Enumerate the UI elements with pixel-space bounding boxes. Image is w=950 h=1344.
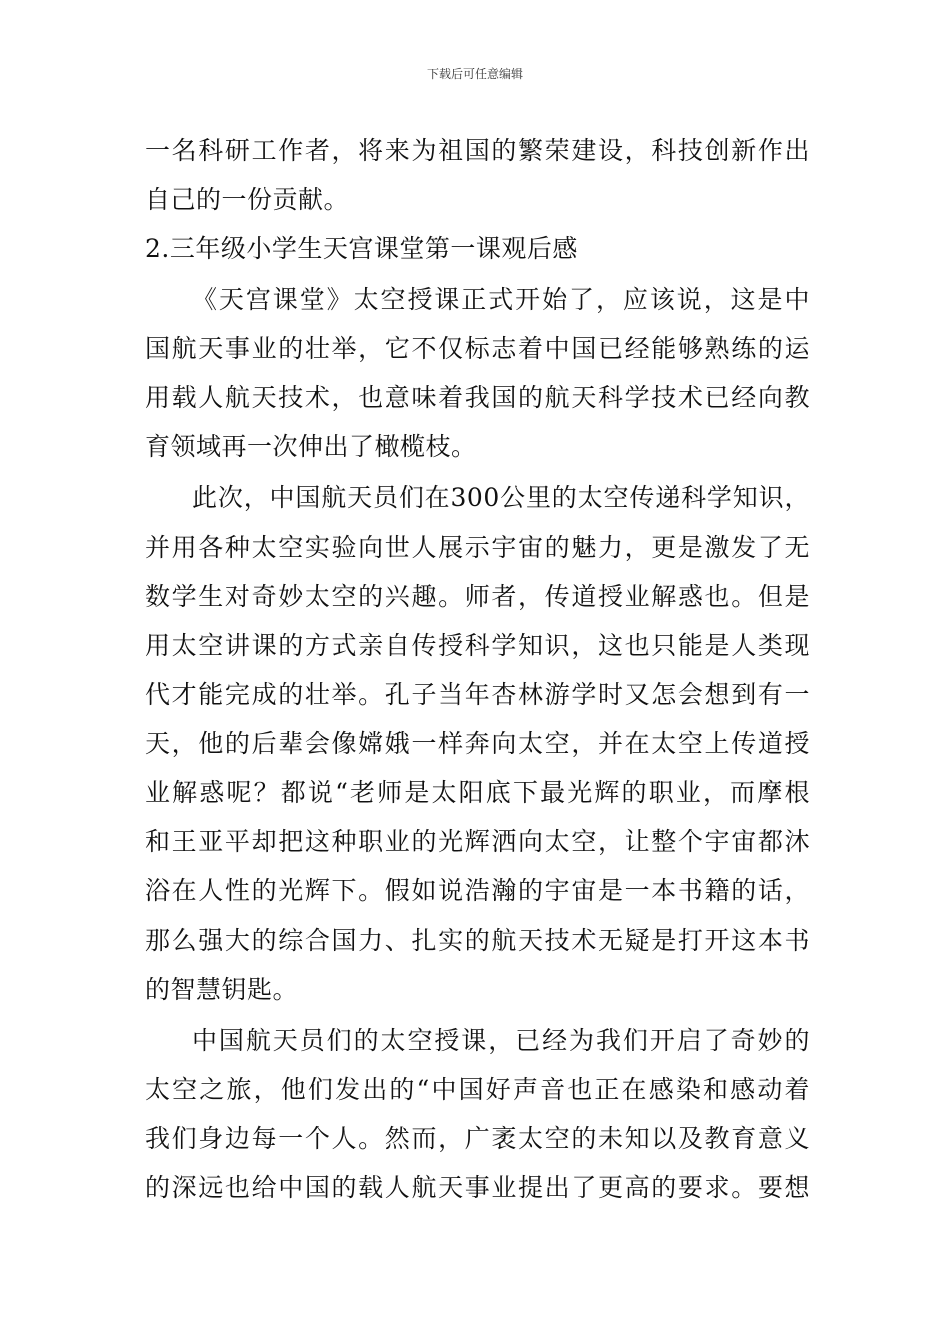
- text-line: 《天宫课堂》太空授课正式开始了，应该说，这是中: [192, 285, 810, 314]
- text-line: 和王亚平却把这种职业的光辉洒向太空，让整个宇宙都沐: [145, 827, 810, 856]
- text-line: 太空之旅，他们发出的“中国好声音也正在感染和感动着: [145, 1075, 810, 1104]
- text-line: 并用各种太空实验向世人展示宇宙的魅力，更是激发了无: [145, 533, 810, 562]
- text-line: 代才能完成的壮举。孔子当年杏林游学时又怎会想到有一: [145, 680, 810, 709]
- text-line: 用太空讲课的方式亲自传授科学知识，这也只能是人类现: [145, 631, 810, 660]
- text-line: 数学生对奇妙太空的兴趣。师者，传道授业解惑也。但是: [145, 582, 810, 611]
- text-line: 自己的一份贡献。: [145, 185, 350, 214]
- text-line: 用载人航天技术，也意味着我国的航天科学技术已经向教: [145, 383, 810, 412]
- text-line: 的深远也给中国的载人航天事业提出了更高的要求。要想: [145, 1173, 810, 1202]
- text-line: 我们身边每一个人。然而，广袤太空的未知以及教育意义: [145, 1124, 810, 1153]
- text-line: 业解惑呢？都说“老师是太阳底下最光辉的职业，而摩根: [145, 778, 810, 807]
- text-line: 天，他的后辈会像嫦娥一样奔向太空，并在太空上传道授: [145, 729, 810, 758]
- page-header: 下载后可任意编辑: [426, 67, 523, 81]
- text-line: 此次，中国航天员们在300公里的太空传递科学知识，: [192, 483, 810, 512]
- text-line: 那么强大的综合国力、扎实的航天技术无疑是打开这本书: [145, 926, 810, 955]
- text-line: 育领域再一次伸出了橄榄枝。: [145, 432, 477, 461]
- section-heading: 2.三年级小学生天宫课堂第一课观后感: [145, 234, 578, 263]
- text-line: 一名科研工作者，将来为祖国的繁荣建设，科技创新作出: [145, 136, 810, 165]
- text-line: 浴在人性的光辉下。假如说浩瀚的宇宙是一本书籍的话，: [145, 876, 810, 905]
- text-line: 中国航天员们的太空授课，已经为我们开启了奇妙的: [192, 1026, 810, 1055]
- text-line: 国航天事业的壮举，它不仅标志着中国已经能够熟练的运: [145, 334, 810, 363]
- text-line: 的智慧钥匙。: [145, 975, 299, 1004]
